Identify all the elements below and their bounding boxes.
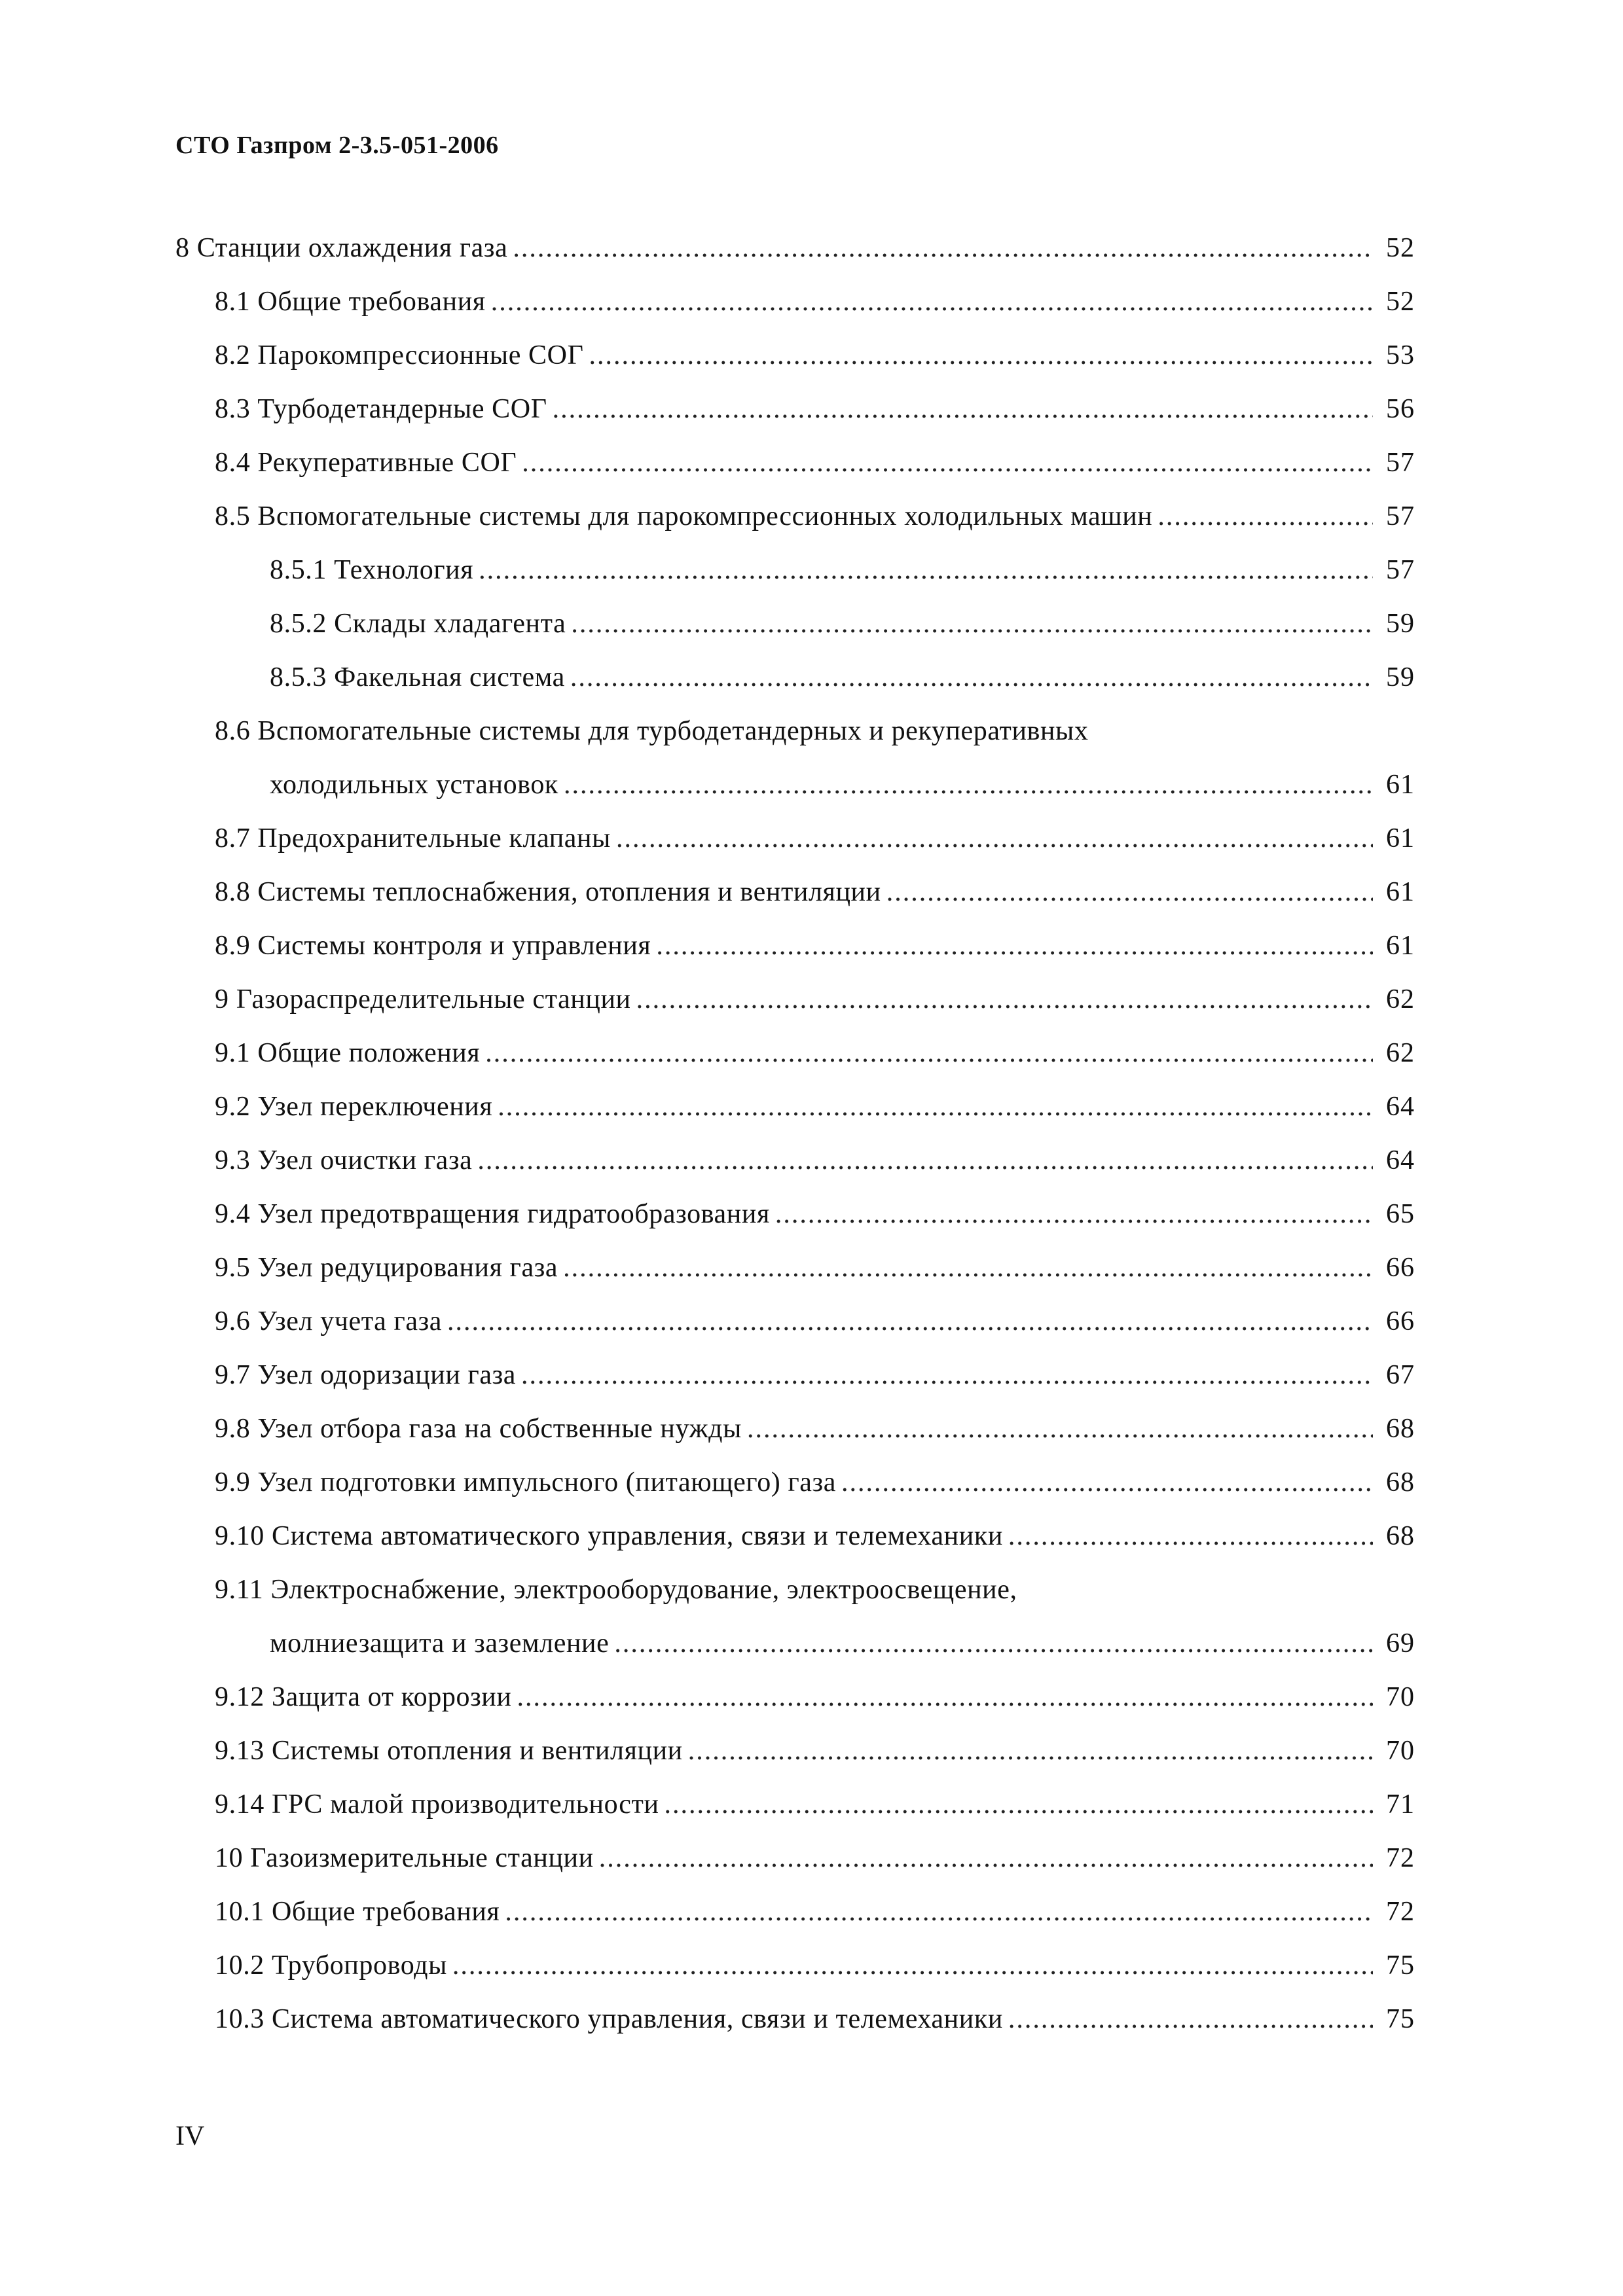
toc-leader-dots (747, 1413, 1373, 1444)
toc-entry (175, 812, 1415, 865)
toc-leader-dots (517, 1681, 1373, 1713)
toc-leader-dots (1158, 501, 1373, 532)
toc-leader-dots (477, 1145, 1373, 1176)
toc-entry-label: 8.2 Парокомпрессионные СОГ (215, 340, 584, 370)
toc-leader-dots (553, 393, 1373, 425)
toc-entry-page: 75 (1386, 1950, 1415, 1981)
toc-entry-page: 69 (1386, 1628, 1415, 1659)
toc-entry (175, 1295, 1415, 1348)
toc-entry-label: 9.2 Узел переключения (215, 1092, 493, 1122)
toc-leader-dots (688, 1735, 1373, 1767)
toc-entry-label: 8 Станции охлаждения газа (175, 233, 508, 263)
toc-entry-page: 61 (1386, 877, 1415, 907)
toc-entry (175, 382, 1415, 436)
toc-entry-label: молниезащита и заземление (270, 1628, 610, 1659)
toc-leader-dots (479, 554, 1373, 586)
toc-entry-label: 9.5 Узел редуцирования газа (215, 1253, 558, 1283)
toc-entry-label: 8.6 Вспомогательные системы для турбодетандерных и рекуперативных (215, 716, 1089, 746)
toc-leader-dots (1008, 1520, 1373, 1552)
toc-entry-label: 9.14 ГРС малой производительности (215, 1789, 659, 1820)
toc-entry (175, 1670, 1415, 1724)
toc-entry-label: 8.1 Общие требования (215, 287, 486, 317)
toc-leader-dots (616, 823, 1373, 854)
toc-entry-page: 52 (1386, 233, 1415, 263)
toc-leader-dots (571, 608, 1373, 639)
toc-entry (175, 1241, 1415, 1295)
toc-entry-page: 61 (1386, 823, 1415, 853)
toc-entry (175, 1724, 1415, 1778)
toc-leader-dots (1008, 2003, 1373, 2035)
toc-entry (175, 865, 1415, 919)
toc-entry-page: 61 (1386, 770, 1415, 800)
toc-leader-dots (498, 1091, 1373, 1122)
toc-entry-page: 68 (1386, 1467, 1415, 1498)
toc-entry-page: 67 (1386, 1360, 1415, 1390)
toc-leader-dots (513, 232, 1373, 264)
toc-entry-page: 59 (1386, 609, 1415, 639)
toc-entry-page: 61 (1386, 931, 1415, 961)
toc-entry-page: 62 (1386, 1038, 1415, 1068)
toc-entry-label: 8.3 Турбодетандерные СОГ (215, 394, 547, 424)
toc-entry-label: 8.5 Вспомогательные системы для парокомпрессионных холодильных машин (215, 501, 1153, 531)
toc-entry-label: 10.3 Система автоматического управления, связи и телемеханики (215, 2004, 1003, 2034)
toc-leader-dots (570, 662, 1373, 693)
toc-entry-page: 64 (1386, 1145, 1415, 1175)
toc-entry-label: 9.3 Узел очистки газа (215, 1145, 473, 1175)
toc-entry-label: 8.8 Системы теплоснабжения, отопления и вентиляции (215, 877, 881, 907)
toc-entry-label: 8.5.1 Технология (270, 555, 474, 585)
toc-entry-label: 9.1 Общие положения (215, 1038, 481, 1068)
toc-entry-label: 10.2 Трубопроводы (215, 1950, 447, 1981)
toc-entry (175, 490, 1415, 543)
toc-entry-page: 59 (1386, 662, 1415, 692)
toc-leader-dots (485, 1037, 1373, 1069)
toc-entry (175, 1026, 1415, 1080)
toc-entry-page: 72 (1386, 1897, 1415, 1927)
toc-leader-dots (564, 769, 1373, 800)
toc-entry-page: 72 (1386, 1843, 1415, 1873)
toc-entry-page: 70 (1386, 1736, 1415, 1766)
toc-entry (175, 1509, 1415, 1563)
toc-entry-label: 9.8 Узел отбора газа на собственные нужды (215, 1414, 742, 1444)
toc-entry-page: 57 (1386, 448, 1415, 478)
toc-entry-label: 9.4 Узел предотвращения гидратообразования (215, 1199, 770, 1229)
page-number: IV (175, 2121, 205, 2151)
toc-entry-page: 53 (1386, 340, 1415, 370)
toc-entry-label: 8.9 Системы контроля и управления (215, 931, 651, 961)
toc-entry-label: 8.7 Предохранительные клапаны (215, 823, 611, 853)
toc-entry (175, 1885, 1415, 1939)
toc-entry-page: 68 (1386, 1414, 1415, 1444)
toc-entry-page: 66 (1386, 1253, 1415, 1283)
toc-entry (175, 329, 1415, 382)
toc-leader-dots (505, 1896, 1373, 1928)
toc-entry (175, 1563, 1415, 1617)
toc-entry-page: 57 (1386, 501, 1415, 531)
toc-entry-page: 57 (1386, 555, 1415, 585)
toc-entry (175, 275, 1415, 329)
toc-entry-page: 71 (1386, 1789, 1415, 1820)
toc-entry-page: 65 (1386, 1199, 1415, 1229)
toc-entry (175, 597, 1415, 651)
toc-entry-label: 10 Газоизмерительные станции (215, 1843, 594, 1873)
toc-entry-label: 8.5.3 Факельная система (270, 662, 565, 692)
toc-leader-dots (452, 1950, 1373, 1981)
toc-entry-page: 75 (1386, 2004, 1415, 2034)
toc-leader-dots (886, 876, 1373, 908)
toc-entry-label: 9.7 Узел одоризации газа (215, 1360, 517, 1390)
toc-entry (175, 651, 1415, 704)
toc-leader-dots (656, 930, 1373, 961)
toc-leader-dots (447, 1306, 1373, 1337)
toc-entry-label: 9.10 Система автоматического управления, связи и телемеханики (215, 1521, 1003, 1551)
toc-entry-label: холодильных установок (270, 770, 558, 800)
toc-entry-label: 8.4 Рекуперативные СОГ (215, 448, 517, 478)
toc-entry-label: 9.9 Узел подготовки импульсного (питающего) газа (215, 1467, 836, 1498)
toc-entry (175, 1402, 1415, 1456)
toc-entry-page: 52 (1386, 287, 1415, 317)
toc-entry (175, 758, 1415, 812)
toc-entry-label: 9 Газораспределительные станции (215, 984, 631, 1014)
toc-leader-dots (614, 1628, 1373, 1659)
toc-leader-dots (665, 1789, 1373, 1820)
toc-leader-dots (775, 1198, 1373, 1230)
toc-entry-label: 9.13 Системы отопления и вентиляции (215, 1736, 683, 1766)
toc-entry (175, 221, 1415, 275)
toc-entry-label: 8.5.2 Склады хладагента (270, 609, 566, 639)
toc-entry (175, 1134, 1415, 1187)
toc-entry (175, 436, 1415, 490)
toc-entry (175, 1831, 1415, 1885)
toc-entry (175, 919, 1415, 973)
toc-leader-dots (599, 1842, 1373, 1874)
toc-entry (175, 1617, 1415, 1670)
toc-entry (175, 1456, 1415, 1509)
toc-entry (175, 1992, 1415, 2046)
toc-entry (175, 1187, 1415, 1241)
toc-entry-label: 9.12 Защита от коррозии (215, 1682, 512, 1712)
toc-entry (175, 1778, 1415, 1831)
toc-leader-dots (491, 286, 1373, 317)
toc-entry (175, 1080, 1415, 1134)
toc-entry-label: 10.1 Общие требования (215, 1897, 500, 1927)
toc-entry (175, 704, 1415, 758)
toc-leader-dots (841, 1467, 1373, 1498)
toc-leader-dots (522, 447, 1373, 478)
toc-entry-label: 9.6 Узел учета газа (215, 1306, 443, 1336)
toc-entry-page: 64 (1386, 1092, 1415, 1122)
document-header: СТО Газпром 2-3.5-051-2006 (175, 132, 499, 159)
toc-entry (175, 1939, 1415, 1992)
toc-entry-page: 56 (1386, 394, 1415, 424)
toc-entry-page: 66 (1386, 1306, 1415, 1336)
toc-entry-label: 9.11 Электроснабжение, электрооборудование, электроосвещение, (215, 1575, 1017, 1605)
toc-entry (175, 1348, 1415, 1402)
toc-entry-page: 70 (1386, 1682, 1415, 1712)
table-of-contents (175, 221, 1415, 2046)
toc-entry (175, 543, 1415, 597)
toc-entry-page: 62 (1386, 984, 1415, 1014)
toc-entry (175, 973, 1415, 1026)
toc-leader-dots (521, 1359, 1373, 1391)
toc-leader-dots (563, 1252, 1373, 1283)
toc-leader-dots (589, 340, 1374, 371)
toc-entry-page: 68 (1386, 1521, 1415, 1551)
toc-leader-dots (636, 984, 1373, 1015)
